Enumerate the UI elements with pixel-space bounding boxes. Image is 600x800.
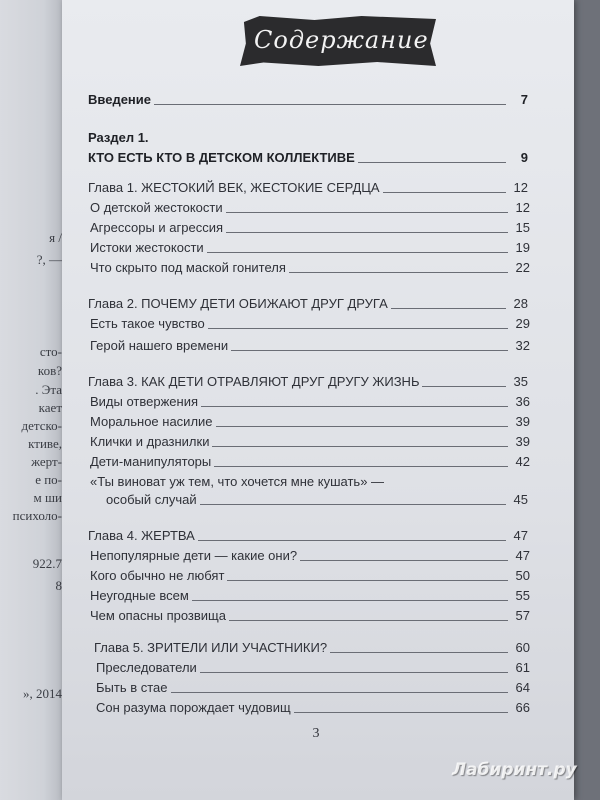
toc-entry-page: 64 bbox=[515, 680, 530, 695]
toc-leader-line bbox=[226, 232, 508, 233]
toc-entry-label: особый случай bbox=[106, 492, 197, 507]
toc-leader-line bbox=[289, 272, 508, 273]
toc-chapter-2 bbox=[88, 292, 528, 312]
toc-leader-line bbox=[201, 406, 508, 407]
toc-entry-page: 29 bbox=[515, 316, 530, 331]
toc-chapter-4 bbox=[88, 524, 528, 544]
toc-entry-page: 45 bbox=[513, 492, 528, 507]
toc-leader-line bbox=[207, 252, 508, 253]
watermark-logo: Лабиринт.ру bbox=[452, 760, 577, 780]
toc-entry-label: Истоки жестокости bbox=[90, 240, 204, 255]
toc-entry bbox=[90, 564, 530, 584]
toc-entry-label: Чем опасны прозвища bbox=[90, 608, 226, 623]
toc-entry-label: Сон разума порождает чудовищ bbox=[96, 700, 291, 715]
toc-entry-label: Моральное насилие bbox=[90, 414, 213, 429]
toc-entry-label: «Ты виноват уж тем, что хочется мне кушать» — bbox=[90, 474, 385, 489]
toc-entry bbox=[96, 676, 530, 696]
toc-leader-line bbox=[198, 540, 506, 541]
toc-entry-page: 47 bbox=[515, 548, 530, 563]
toc-entry-label: Дети-манипуляторы bbox=[90, 454, 212, 469]
toc-entry-page: 7 bbox=[520, 92, 528, 107]
toc-leader-line bbox=[422, 386, 506, 387]
toc-entry bbox=[96, 696, 530, 716]
toc-chapter-title: Глава 1. ЖЕСТОКИЙ ВЕК, ЖЕСТОКИЕ СЕРДЦА bbox=[88, 180, 380, 195]
toc-leader-line bbox=[229, 620, 508, 621]
toc-leader-line bbox=[294, 712, 508, 713]
toc-entry-page: 50 bbox=[515, 568, 530, 583]
toc-section-label: Раздел 1. bbox=[88, 130, 149, 145]
toc-entry-page: 61 bbox=[515, 660, 530, 675]
toc-entry-label: Кого обычно не любят bbox=[90, 568, 225, 583]
toc-leader-line bbox=[200, 672, 508, 673]
toc-chapter-title: Глава 5. ЗРИТЕЛИ ИЛИ УЧАСТНИКИ? bbox=[94, 640, 328, 655]
toc-leader-line bbox=[391, 308, 506, 309]
toc-entry-page: 57 bbox=[515, 608, 530, 623]
left-page-fragment: жерт- bbox=[31, 454, 62, 469]
left-page-fragment: ктиве, bbox=[28, 436, 62, 451]
toc-section-sub-label: КТО ЕСТЬ КТО В ДЕТСКОМ КОЛЛЕКТИВЕ bbox=[88, 150, 355, 165]
toc-entry bbox=[90, 584, 530, 604]
toc-entry-page: 32 bbox=[515, 338, 530, 353]
toc-entry bbox=[90, 312, 530, 332]
toc-entry bbox=[90, 334, 530, 354]
toc-entry-label: Агрессоры и агрессия bbox=[90, 220, 224, 235]
toc-entry bbox=[90, 604, 530, 624]
left-page-fragment: ?, — bbox=[36, 252, 62, 267]
toc-entry-page: 35 bbox=[513, 374, 528, 389]
toc-chapter-1 bbox=[88, 176, 528, 196]
toc-entry-page: 39 bbox=[515, 434, 530, 449]
toc-chapter-3 bbox=[88, 370, 528, 390]
toc-section-subtitle bbox=[88, 146, 528, 166]
toc-chapter-5 bbox=[94, 636, 530, 656]
toc-entry-page: 55 bbox=[515, 588, 530, 603]
toc-entry-page: 66 bbox=[515, 700, 530, 715]
left-page-fragment: ков? bbox=[37, 363, 62, 378]
toc-entry-page: 47 bbox=[513, 528, 528, 543]
toc-leader-line bbox=[226, 212, 508, 213]
toc-chapter-title: Глава 4. ЖЕРТВА bbox=[88, 528, 195, 543]
toc-entry bbox=[90, 216, 530, 236]
toc-entry bbox=[90, 390, 530, 410]
toc-entry-label: Преследователи bbox=[96, 660, 197, 675]
toc-leader-line bbox=[214, 466, 508, 467]
left-page-fragment: кает bbox=[38, 400, 62, 415]
toc-leader-line bbox=[192, 600, 508, 601]
toc-entry-page: 22 bbox=[515, 260, 530, 275]
left-page-fragment: психоло- bbox=[12, 508, 62, 523]
toc-leader-line bbox=[212, 446, 508, 447]
toc-leader-line bbox=[154, 104, 506, 105]
page-number: 3 bbox=[312, 726, 320, 741]
toc-entry-label: Неугодные всем bbox=[90, 588, 189, 603]
left-page-fragment: м ши bbox=[33, 490, 62, 505]
toc-section-title bbox=[88, 126, 528, 146]
toc-entry bbox=[90, 256, 530, 276]
toc-entry-page: 12 bbox=[515, 200, 530, 215]
toc-entry-page: 19 bbox=[515, 240, 530, 255]
toc-leader-line bbox=[330, 652, 508, 653]
toc-entry-label: Быть в стае bbox=[96, 680, 168, 695]
toc-entry-label: Клички и дразнилки bbox=[90, 434, 210, 449]
left-page-fragment: е по- bbox=[35, 472, 62, 487]
toc-entry-label: Виды отвержения bbox=[90, 394, 198, 409]
toc-entry-label: Что скрыто под маской гонителя bbox=[90, 260, 286, 275]
toc-entry bbox=[90, 430, 530, 450]
toc-entry-label: Герой нашего времени bbox=[90, 338, 229, 353]
toc-leader-line bbox=[300, 560, 508, 561]
toc-leader-line bbox=[200, 504, 506, 505]
toc-leader-line bbox=[231, 350, 508, 351]
toc-entry bbox=[90, 544, 530, 564]
toc-chapter-title: Глава 3. КАК ДЕТИ ОТРАВЛЯЮТ ДРУГ ДРУГУ ЖИЗНЬ bbox=[88, 374, 420, 389]
toc-leader-line bbox=[227, 580, 508, 581]
toc-entry-label: Непопулярные дети — какие они? bbox=[90, 548, 298, 563]
left-page-fragment: », 2014 bbox=[23, 686, 62, 701]
left-page-fragment: я / bbox=[49, 230, 62, 245]
toc-leader-line bbox=[208, 328, 508, 329]
toc-entry bbox=[90, 410, 530, 430]
toc-leader-line bbox=[216, 426, 508, 427]
toc-entry-multiline bbox=[90, 470, 410, 490]
left-page-fragment: 922.7 bbox=[32, 556, 62, 571]
left-page-fragment: детско- bbox=[21, 418, 62, 433]
toc-entry-page: 42 bbox=[515, 454, 530, 469]
toc-entry bbox=[90, 196, 530, 216]
toc-entry-label: О детской жестокости bbox=[90, 200, 223, 215]
toc-entry bbox=[96, 656, 530, 676]
toc-entry bbox=[90, 236, 530, 256]
toc-entry-page: 12 bbox=[513, 180, 528, 195]
page-title: Содержание bbox=[254, 26, 429, 54]
left-page-fragment: . Эта bbox=[35, 382, 62, 397]
left-page-edge bbox=[0, 0, 62, 800]
toc-entry-page: 28 bbox=[513, 296, 528, 311]
toc-entry-page: 15 bbox=[515, 220, 530, 235]
toc-entry-intro bbox=[88, 88, 528, 108]
toc-entry-page: 60 bbox=[515, 640, 530, 655]
toc-leader-line bbox=[171, 692, 509, 693]
toc-leader-line bbox=[358, 162, 506, 163]
left-page-fragment: сто- bbox=[39, 344, 62, 359]
toc-entry-continuation bbox=[106, 488, 528, 508]
toc-entry bbox=[90, 450, 530, 470]
left-page-fragment: 8 bbox=[55, 578, 62, 593]
toc-leader-line bbox=[383, 192, 506, 193]
toc-entry-label: Введение bbox=[88, 92, 151, 107]
toc-entry-label: Есть такое чувство bbox=[90, 316, 205, 331]
toc-entry-page: 36 bbox=[515, 394, 530, 409]
toc-chapter-title: Глава 2. ПОЧЕМУ ДЕТИ ОБИЖАЮТ ДРУГ ДРУГА bbox=[88, 296, 388, 311]
toc-entry-page: 9 bbox=[520, 150, 528, 165]
toc-entry-page: 39 bbox=[515, 414, 530, 429]
